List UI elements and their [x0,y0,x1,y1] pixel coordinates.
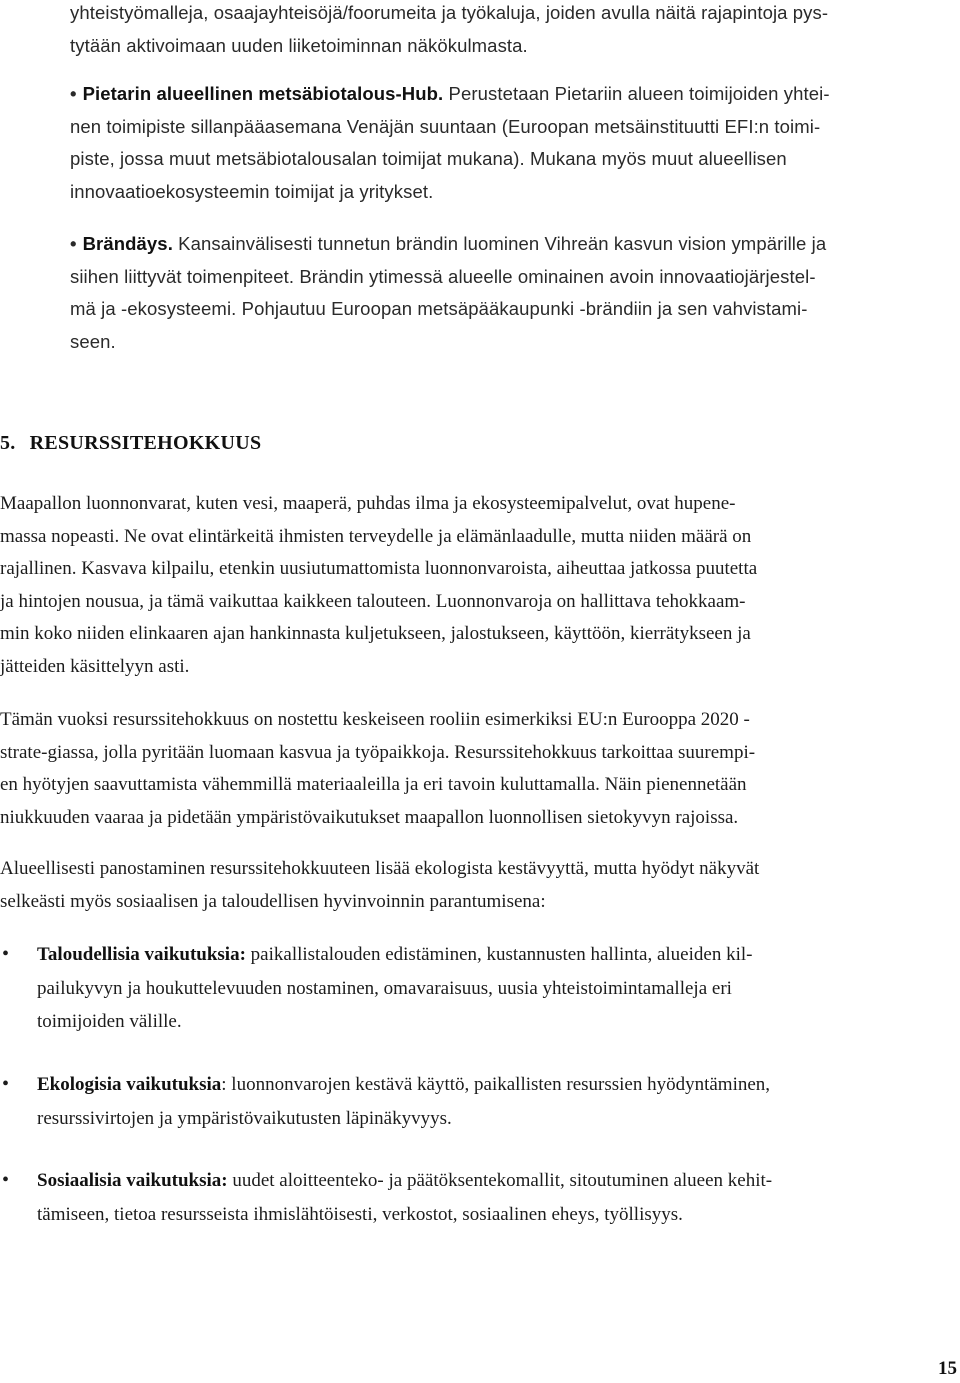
text-line: Maapallon luonnonvarat, kuten vesi, maaperä, puhdas ilma ja ekosysteemipalvelut, ovat hupene- [0,493,736,514]
bullet-brandays [70,228,950,358]
text-line: piste, jossa muut metsäbiotalousalan toimijat mukana). Mukana myös muut alueellisen [70,148,787,169]
paragraph-regional [0,853,945,918]
text-line: niukkuuden vaaraa ja pidetään ympäristövaikutukset maapallon luonnollisen sietokyvyn rajoissa. [0,806,739,828]
bullet-marker: • [2,1169,10,1191]
text-line: seen. [70,330,116,352]
bullet-marker: • [70,233,77,254]
text-line: Alueellisesti panostaminen resurssitehokkuuteen lisää ekologista kestävyyttä, mutta hyödyt näkyvät [0,858,760,879]
text-line: en hyötyjen saavuttamista vähemmillä materiaaleilla ja eri tavoin kuluttamalla. Näin pienennetään [0,774,747,796]
text-line: yhteistyömalleja, osaajayhteisöjä/foorumeita ja työkaluja, joiden avulla näitä rajapintoja pys- [70,2,829,23]
text-line: tytään aktivoimaan uuden liiketoiminnan näkökulmasta. [70,34,528,56]
bullet-text: Kansainvälisesti tunnetun brändin luominen Vihreän kasvun vision ympärille ja [172,233,827,254]
bullet-text: pailukyvyn ja houkuttelevuuden nostaminen, omavaraisuus, uusia yhteistoimintamalleja eri [37,977,732,999]
text-line: Tämän vuoksi resurssitehokkuus on nostettu keskeiseen rooliin esimerkiksi EU:n Eurooppa 2020 - [0,709,750,730]
page-number: 15 [938,1358,957,1379]
text-line: mä ja -ekosysteemi. Pohjautuu Euroopan metsäpääkaupunki -brändiin ja sen vahvistami- [70,298,808,319]
bullet-hub [70,78,950,208]
bullet-title: Sosiaalisia vaikutuksia: [37,1170,228,1191]
bullet-marker: • [2,1073,10,1095]
bullet-text: resurssivirtojen ja ympäristövaikutusten läpinäkyvyys. [37,1107,452,1129]
continuation-paragraph [70,0,950,62]
bullet-marker: • [70,83,77,104]
text-line: siihen liittyvät toimenpiteet. Brändin ytimessä alueelle ominainen avoin innovaatiojärjestel- [70,265,816,287]
paragraph-resources [0,488,945,684]
bullet-text: tämiseen, tietoa resursseista ihmislähtöisesti, verkostot, sosiaalinen eheys, työllisyys. [37,1203,683,1225]
bullet-title: Brändäys. [82,233,173,254]
bullet-text: uudet aloitteenteko- ja päätöksentekomallit, sitoutuminen alueen kehit- [227,1170,773,1191]
bullet-economic-impacts [0,938,945,1039]
text-line: selkeästi myös sosiaalisen ja taloudellisen hyvinvoinnin parantumisena: [0,890,546,912]
bullet-marker: • [2,943,10,965]
text-line: jätteiden käsittelyyn asti. [0,655,190,677]
bullet-title: Pietarin alueellinen metsäbiotalous-Hub. [82,83,444,104]
text-line: nen toimipiste sillanpääasemana Venäjän suuntaan (Euroopan metsäinstituutti EFI:n toimi- [70,115,821,137]
bullet-title: Ekologisia vaikutuksia [37,1074,222,1095]
paragraph-efficiency [0,704,945,834]
bullet-text: paikallistalouden edistäminen, kustannusten hallinta, alueiden kil- [245,944,753,965]
text-line: innovaatioekosysteemin toimijat ja yritykset. [70,180,434,202]
text-line: rajallinen. Kasvava kilpailu, etenkin uusiutumattomista luonnonvaroista, aiheuttaa jatkossa puutetta [0,558,758,580]
bullet-text: toimijoiden välille. [37,1011,182,1032]
bullet-text: Perustetaan Pietariin alueen toimijoiden yhtei- [443,83,830,104]
text-line: strate-giassa, jolla pyritään luomaan kasvua ja työpaikkoja. Resurssitehokkuus tarkoittaa suurempi- [0,741,756,763]
text-line: min koko niiden elinkaaren ajan hankinnasta kuljetukseen, jalostukseen, käyttöön, kierrätykseen ja [0,623,751,645]
text-line: ja hintojen nousua, ja tämä vaikuttaa kaikkeen talouteen. Luonnonvaroja on hallittava tehokkaam- [0,590,746,612]
bullet-ecological-impacts [0,1068,945,1135]
text-line: massa nopeasti. Ne ovat elintärkeitä ihmisten terveydelle ja elämänlaadulle, mutta niiden määrä on [0,525,752,547]
bullet-title: Taloudellisia vaikutuksia: [37,944,246,965]
section-number: 5. [0,432,16,454]
section-title: RESURSSITEHOKKUUS [29,432,262,454]
section-heading [0,432,261,455]
bullet-social-impacts [0,1164,945,1231]
bullet-text: : luonnonvarojen kestävä käyttö, paikallisten resurssien hyödyntäminen, [221,1074,771,1095]
